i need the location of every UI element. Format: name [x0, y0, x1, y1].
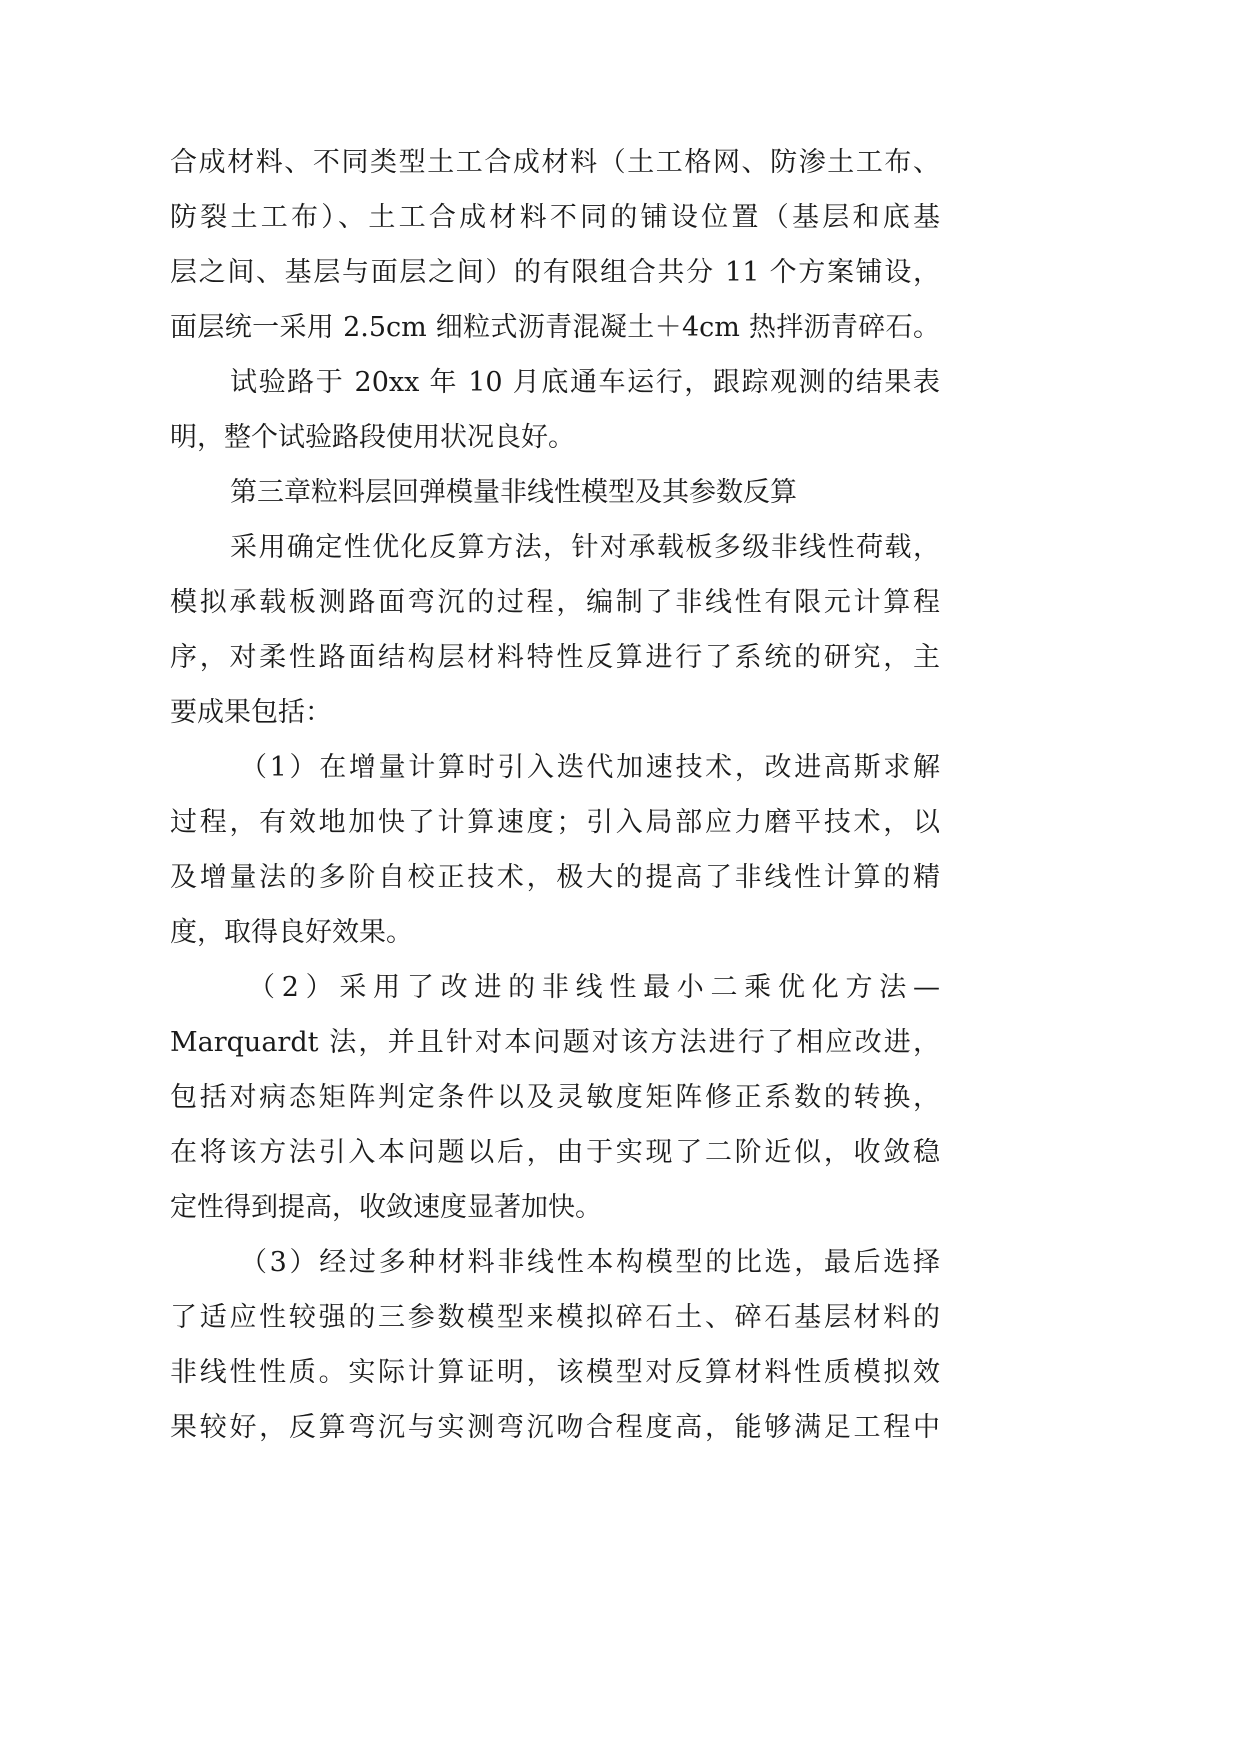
text-line: （2）采用了改进的非线性最小二乘优化方法— [248, 972, 940, 1003]
chapter-heading: 第三章粒料层回弹模量非线性模型及其参数反算 [230, 477, 797, 508]
text-line: 在将该方法引入本问题以后，由于实现了二阶近似，收敛稳 [170, 1137, 940, 1168]
text-line: 度，取得良好效果。 [170, 917, 413, 948]
text-line: 非线性性质。实际计算证明，该模型对反算材料性质模拟效 [170, 1357, 940, 1388]
text-line: 了适应性较强的三参数模型来模拟碎石土、碎石基层材料的 [170, 1302, 940, 1333]
text-line: 模拟承载板测路面弯沉的过程，编制了非线性有限元计算程 [170, 587, 940, 618]
text-line: Marquardt 法，并且针对本问题对该方法进行了相应改进， [170, 1027, 940, 1058]
text-line: 要成果包括： [170, 697, 332, 728]
text-line: 序，对柔性路面结构层材料特性反算进行了系统的研究，主 [170, 642, 940, 673]
text-line: 试验路于 20xx 年 10 月底通车运行，跟踪观测的结果表 [230, 367, 940, 398]
text-line: （3）经过多种材料非线性本构模型的比选，最后选择 [240, 1247, 940, 1278]
text-line: 过程，有效地加快了计算速度；引入局部应力磨平技术，以 [170, 807, 940, 838]
text-line: 层之间、基层与面层之间）的有限组合共分 11 个方案铺设， [170, 257, 940, 288]
text-line: 合成材料、不同类型土工合成材料（土工格网、防渗土工布、 [170, 147, 940, 178]
text-line: 定性得到提高，收敛速度显著加快。 [170, 1192, 602, 1223]
text-line: 包括对病态矩阵判定条件以及灵敏度矩阵修正系数的转换， [170, 1082, 940, 1113]
text-line: 面层统一采用 2.5cm 细粒式沥青混凝土＋4cm 热拌沥青碎石。 [170, 312, 940, 343]
text-line: 及增量法的多阶自校正技术，极大的提高了非线性计算的精 [170, 862, 940, 893]
text-line: 防裂土工布）、土工合成材料不同的铺设位置（基层和底基 [170, 202, 940, 233]
text-line: 明，整个试验路段使用状况良好。 [170, 422, 575, 453]
text-line: 果较好，反算弯沉与实测弯沉吻合程度高，能够满足工程中 [170, 1412, 940, 1443]
text-line: （1）在增量计算时引入迭代加速技术，改进高斯求解 [240, 752, 940, 783]
text-line: 采用确定性优化反算方法，针对承载板多级非线性荷载， [230, 532, 940, 563]
